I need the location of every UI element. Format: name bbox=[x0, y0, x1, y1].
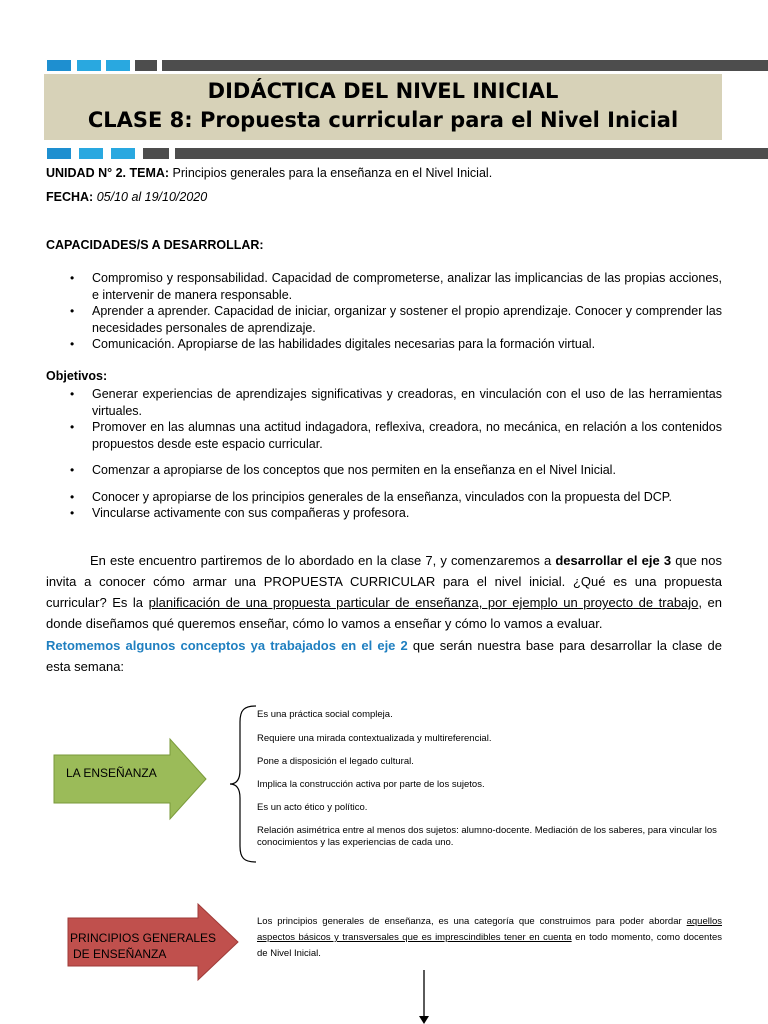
intro-paragraph-2: Retomemos algunos conceptos ya trabajados en el eje 2 que serán nuestra base para desarrollar la clase de esta semana: bbox=[46, 638, 722, 674]
fecha-label: FECHA: bbox=[46, 190, 94, 204]
list-item: • Conocer y apropiarse de los principios generales de la enseñanza, vinculados con la propuesta del DCP. bbox=[70, 489, 672, 504]
decor-square bbox=[79, 148, 103, 159]
principios-label: PRINCIPIOS GENERALES DE ENSEÑANZA bbox=[70, 931, 217, 961]
decor-square bbox=[77, 60, 101, 71]
intro-paragraph: En este encuentro partiremos de lo abordado en la clase 7, y comenzaremos a desarrollar el eje 3 que nos invita a conocer cómo armar una PROPUESTA CURRICULAR para el nivel inicial. ¿Qué es una propuesta curricular? Es la planificación de una propuesta particular de enseñanza, por ejemplo un proyecto de trabajo, en donde diseñamos qué queremos enseñar, cómo lo vamos a enseñar y cómo lo vamos a evaluar. bbox=[46, 553, 723, 631]
capacidades-list bbox=[46, 270, 722, 353]
decor-square bbox=[135, 60, 157, 71]
decor-square bbox=[47, 60, 71, 71]
list-item: • Aprender a aprender. Capacidad de iniciar, organizar y sostener el propio aprendizaje. Conocer y comprender las necesidades personales de aprendizaje. bbox=[70, 304, 722, 335]
decor-square bbox=[111, 148, 135, 159]
bullet-icon: • bbox=[70, 387, 75, 401]
unidad-line bbox=[46, 166, 492, 180]
bullet-icon: • bbox=[70, 337, 75, 351]
decor-square bbox=[47, 148, 71, 159]
list-item: • Promover en las alumnas una actitud indagadora, reflexiva, creadora, no mecánica, en relación a los contenidos propuestos desde este espacio curricular. bbox=[70, 420, 722, 451]
capacidades-heading: CAPACIDADES/S A DESARROLLAR: bbox=[46, 238, 264, 252]
fecha-value: 05/10 al 19/10/2020 bbox=[93, 190, 208, 204]
unidad-label: UNIDAD N° 2. TEMA: bbox=[46, 166, 170, 180]
ensenanza-item: Es un acto ético y político. bbox=[257, 802, 368, 813]
decor-square bbox=[143, 148, 169, 159]
bullet-icon: • bbox=[70, 420, 75, 434]
list-item: • Comenzar a apropiarse de los conceptos que nos permiten en la enseñanza en el Nivel Inicial. bbox=[70, 463, 616, 477]
decor-bar bbox=[175, 148, 768, 159]
list-item: • Compromiso y responsabilidad. Capacidad de comprometerse, analizar las implicancias de las propias acciones, e intervenir de manera responsable. bbox=[70, 271, 722, 302]
decor-square bbox=[106, 60, 130, 71]
ensenanza-label: LA ENSEÑANZA bbox=[66, 766, 157, 780]
title-box bbox=[44, 74, 722, 140]
ensenanza-item: Implica la construcción activa por parte de los sujetos. bbox=[257, 779, 485, 790]
list-item: • Vincularse activamente con sus compañeras y profesora. bbox=[70, 506, 410, 520]
fecha-line bbox=[46, 190, 207, 204]
bullet-icon: • bbox=[70, 304, 75, 318]
brace-icon bbox=[228, 704, 258, 866]
bullet-icon: • bbox=[70, 489, 75, 504]
ensenanza-item: Requiere una mirada contextualizada y multireferencial. bbox=[257, 733, 492, 744]
page-title: DIDÁCTICA DEL NIVEL INICIAL bbox=[207, 79, 559, 103]
bullet-icon: • bbox=[70, 463, 75, 477]
eje2-highlight: Retomemos algunos conceptos ya trabajados en el eje 2 bbox=[46, 638, 408, 653]
objetivos-heading: Objetivos: bbox=[46, 369, 108, 383]
ensenanza-item: Pone a disposición el legado cultural. bbox=[257, 756, 414, 767]
bullet-icon: • bbox=[70, 506, 75, 520]
list-item: • Generar experiencias de aprendizajes significativas y creadoras, en vinculación con el uso de las herramientas virtuales. bbox=[70, 387, 722, 418]
objetivos-list bbox=[46, 386, 722, 522]
bullet-icon: • bbox=[70, 271, 75, 285]
unidad-value: Principios generales para la enseñanza en el Nivel Inicial. bbox=[169, 166, 493, 180]
page-subtitle: CLASE 8: Propuesta curricular para el Nivel Inicial bbox=[87, 108, 679, 132]
ensenanza-item: Es una práctica social compleja. bbox=[257, 709, 393, 720]
list-item: • Comunicación. Apropiarse de las habilidades digitales necesarias para la formación virtual. bbox=[70, 337, 596, 351]
down-arrow-icon bbox=[418, 970, 430, 1024]
ensenanza-item: Relación asimétrica entre al menos dos sujetos: alumno-docente. Mediación de los saberes, para vincular los conocimientos y las experiencias de cada uno. bbox=[257, 825, 717, 848]
principios-description: Los principios generales de enseñanza, es una categoría que construimos para poder abordar aquellos aspectos básicos y transversales que es imprescindibles tener en cuenta en todo momento, como docentes de Nivel Inicial. bbox=[257, 916, 722, 959]
decor-bar bbox=[162, 60, 768, 71]
